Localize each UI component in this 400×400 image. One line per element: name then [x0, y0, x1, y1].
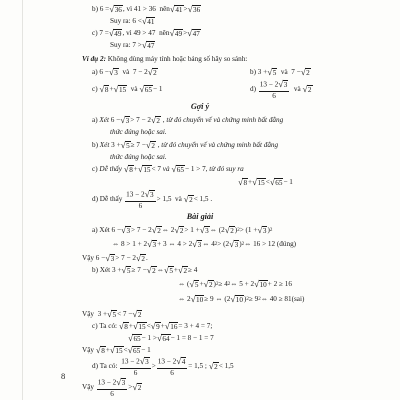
- question-c: c) √ 8 + √ 15 và √ 65 − 1: [92, 84, 163, 94]
- question-b: b) 3 + √ 5 và 7 − √ 2: [250, 66, 310, 77]
- solution-c-line2: √ 65 − 1 > √ 64 − 1 = 8 − 1 = 7: [128, 332, 214, 343]
- line-c1: c) 7 = √ 49 , vì 49 > 47 nên √ 49 > √ 47: [92, 27, 200, 38]
- hint-a-line1: a) Xét 6 − √ 3 > 7 − 2 √ 2 , từ đó chuyển vế và chứng minh bất đẳng: [92, 114, 284, 125]
- example-heading: [82, 54, 247, 65]
- solution-c-line1: c) Ta có: √ 8 + √ 15 < √ 9 + √ 16 = 3 + 4 = 7;: [92, 320, 213, 331]
- hint-b-line1: b) Xét 3 + √ 5 ≥ 7 − √ 2 , từ đó chuyển vế và chứng minh bất đẳng: [92, 139, 279, 150]
- line-b1: b) 6 = √ 36 , vì 41 > 36 nên √ 41 > √ 36: [92, 3, 201, 14]
- solution-title: Bài giải: [186, 212, 214, 222]
- binding-shadow: [22, 0, 23, 400]
- line-c2: Suy ra: 7 > √ 47: [110, 39, 155, 50]
- solution-b-line1: b) Xét 3 + √ 5 ≥ 7 − √ 2 ⇔ √ 5 + √ 2 ≥ 4: [92, 264, 198, 275]
- hint-c-line2: √ 8 + √ 15 < √ 65 − 1: [238, 176, 293, 187]
- solution-b-conclusion: Vậy 3 + √ 5 < 7 − √ 2: [82, 308, 142, 319]
- solution-d-conclusion: Vậy 13 − 2 √ 3 6 > √ 2: [82, 377, 142, 398]
- hint-b-line2: thức đúng hoặc sai.: [110, 152, 167, 161]
- solution-c-conclusion: Vậy √ 8 + √ 15 < √ 65 − 1: [82, 344, 151, 355]
- line-b2: Suy ra: 6 < √ 41: [110, 15, 155, 26]
- solution-b-line2: ⇔ ( √ 5 + √ 2 ) 2 ≥ 4 2 ⇔ 5 + 2 √ 10 + 2 ≥ 16: [178, 278, 292, 289]
- question-d: d) 13 − 2 √ 3 6 và √ 2: [250, 79, 312, 100]
- example-label: Ví dụ 2:: [82, 54, 106, 63]
- hint-d: d) Dễ thấy 13 − 2 √ 3 6 > 1,5 và √ 2 < 1,5 .: [92, 189, 213, 210]
- solution-a-conclusion: Vậy 6 − √ 3 > 7 − 2 √ 2 .: [82, 252, 148, 263]
- hint-title: Gợi ý: [190, 102, 210, 112]
- solution-b-line3: ⇔ 2 √ 10 ≥ 9 ⇔ (2 √ 10 ) 2 ≥ 9 2 ⇔ 40 ≥ 81(sai): [178, 293, 305, 304]
- question-a: a) 6 − √ 3 và 7 − 2 √ 2: [92, 66, 157, 77]
- solution-a-line2: ⇔ 8 > 1 + 2 √ 3 + 3 ⇔ 4 > 2 √ 3 ⇔ 4 2 > (2 √ 3 ) 2 ⇔ 16 > 12 (đúng): [112, 238, 297, 249]
- solution-d-line1: d) Ta có: 13 − 2 √ 3 6 > 13 − 2 √ 4 6 = 1,5 ; √ 2 < 1,5: [92, 356, 234, 377]
- hint-a-line2: thức đúng hoặc sai.: [110, 127, 167, 136]
- hint-heading: [0, 102, 400, 113]
- solution-a-line1: a) Xét 6 − √ 3 > 7 − 2 √ 2 ⇔ 2 √ 2 > 1 + √ 3 ⇔ (2 √ 2 ) 2 > (1 + √ 3 ) 2: [92, 224, 273, 235]
- example-text: Không dùng máy tính hoặc bảng số hãy so sánh:: [107, 54, 248, 63]
- solution-heading: [0, 212, 400, 223]
- page-number: 8: [61, 371, 66, 381]
- hint-c-line1: c) Dễ thấy √ 8 + √ 15 < 7 và √ 65 − 1 > 7 , từ đó suy ra: [92, 163, 244, 174]
